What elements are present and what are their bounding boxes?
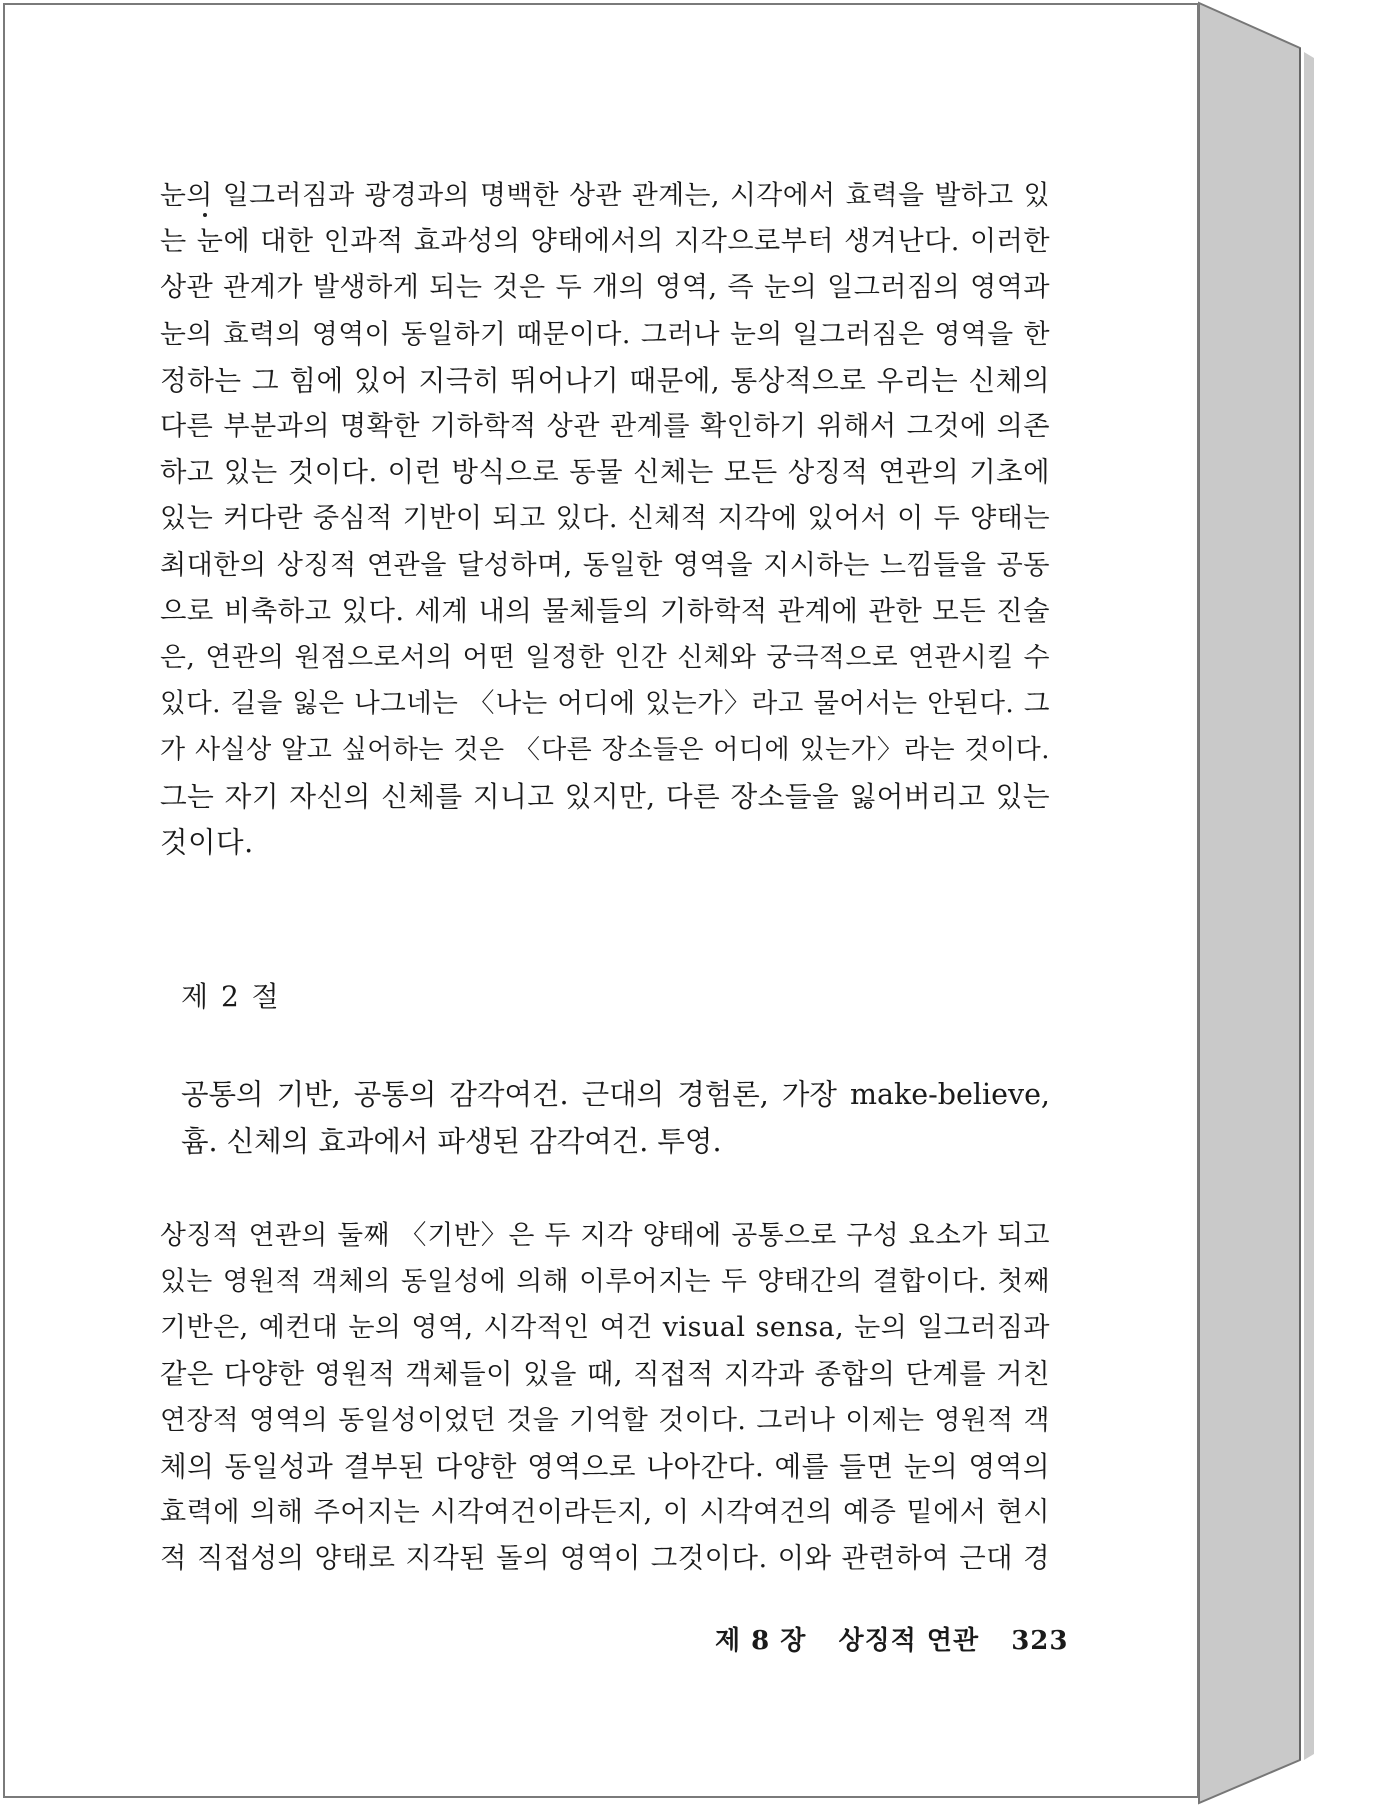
- text-line: 최대한의 상징적 연관을 달성하며, 동일한 영역을 지시하는 느낌들을 공동: [160, 549, 1050, 581]
- text-line: 있다. 길을 잃은 나그네는 〈나는 어디에 있는가〉라고 물어서는 안된다. 그: [160, 688, 1050, 720]
- text-line: 하고 있는 것이다. 이런 방식으로 동물 신체는 모든 상징적 연관의 기초에: [160, 457, 1050, 489]
- section-summary: [181, 1071, 1050, 1165]
- scan-speck: [203, 213, 207, 217]
- text-line: 상징적 연관의 둘째 〈기반〉은 두 지각 양태에 공통으로 구성 요소가 되고: [160, 1220, 1050, 1251]
- text-line: 것이다.: [160, 825, 254, 859]
- text-line: 으로 비축하고 있다. 세계 내의 물체들의 기하학적 관계에 관한 모든 진술: [160, 595, 1050, 627]
- body-paragraph-2: [160, 1213, 1050, 1583]
- text-line: 정하는 그 힘에 있어 지극히 뛰어나기 때문에, 통상적으로 우리는 신체의: [160, 363, 1050, 397]
- text-line: 있는 영원적 객체의 동일성에 의해 이루어지는 두 양태간의 결합이다. 첫째: [160, 1266, 1050, 1298]
- body-paragraph-1: [160, 173, 1050, 866]
- text-line: 체의 동일성과 결부된 다양한 영역으로 나아간다. 예를 들면 눈의 영역의: [160, 1450, 1050, 1484]
- section-heading: 제 2 절: [181, 980, 281, 1013]
- text-line: 기반은, 예컨대 눈의 영역, 시각적인 여건 visual sensa, 눈의 일그러짐과: [160, 1312, 1050, 1344]
- text-line: 눈의 효력의 영역이 동일하기 때문이다. 그러나 눈의 일그러짐은 영역을 한: [160, 318, 1050, 350]
- text-line: 효력에 의해 주어지는 시각여건이라든지, 이 시각여건의 예증 밑에서 현시: [160, 1497, 1050, 1529]
- text-line: 눈의 일그러짐과 광경과의 명백한 상관 관계는, 시각에서 효력을 발하고 있: [160, 180, 1050, 211]
- text-line: 상관 관계가 발생하게 되는 것은 두 개의 영역, 즉 눈의 일그러짐의 영역과: [160, 272, 1050, 304]
- text-line: 는 눈에 대한 인과적 효과성의 양태에서의 지각으로부터 생겨난다. 이러한: [160, 226, 1050, 258]
- text-line: 그는 자기 자신의 신체를 지니고 있지만, 다른 장소들을 잃어버리고 있는: [160, 779, 1050, 813]
- text-line: 적 직접성의 양태로 지각된 돌의 영역이 그것이다. 이와 관련하여 근대 경: [160, 1543, 1050, 1575]
- running-footer: [715, 1620, 1068, 1657]
- summary-line: 공통의 기반, 공통의 감각여건. 근대의 경험론, 가장 make-believe,: [181, 1078, 1050, 1111]
- text-line: 가 사실상 알고 싶어하는 것은 〈다른 장소들은 어디에 있는가〉라는 것이다.: [160, 735, 1050, 766]
- text-line: 연장적 영역의 동일성이었던 것을 기억할 것이다. 그러나 이제는 영원적 객: [160, 1404, 1050, 1436]
- text-line: 같은 다양한 영원적 객체들이 있을 때, 직접적 지각과 종합의 단계를 거친: [160, 1358, 1050, 1390]
- book-page: [3, 3, 1199, 1798]
- footer-chapter: 제 8 장: [715, 1626, 807, 1656]
- footer-chapter-title: 상징적 연관: [838, 1626, 980, 1656]
- text-line: 있는 커다란 중심적 기반이 되고 있다. 신체적 지각에 있어서 이 두 양태는: [160, 503, 1050, 535]
- summary-line: 흄. 신체의 효과에서 파생된 감각여건. 투영.: [181, 1125, 722, 1158]
- page-number: 323: [1011, 1626, 1069, 1656]
- text-line: 다른 부분과의 명확한 기하학적 상관 관계를 확인하기 위해서 그것에 의존: [160, 411, 1050, 443]
- text-line: 은, 연관의 원점으로서의 어떤 일정한 인간 신체와 궁극적으로 연관시킬 수: [160, 642, 1050, 674]
